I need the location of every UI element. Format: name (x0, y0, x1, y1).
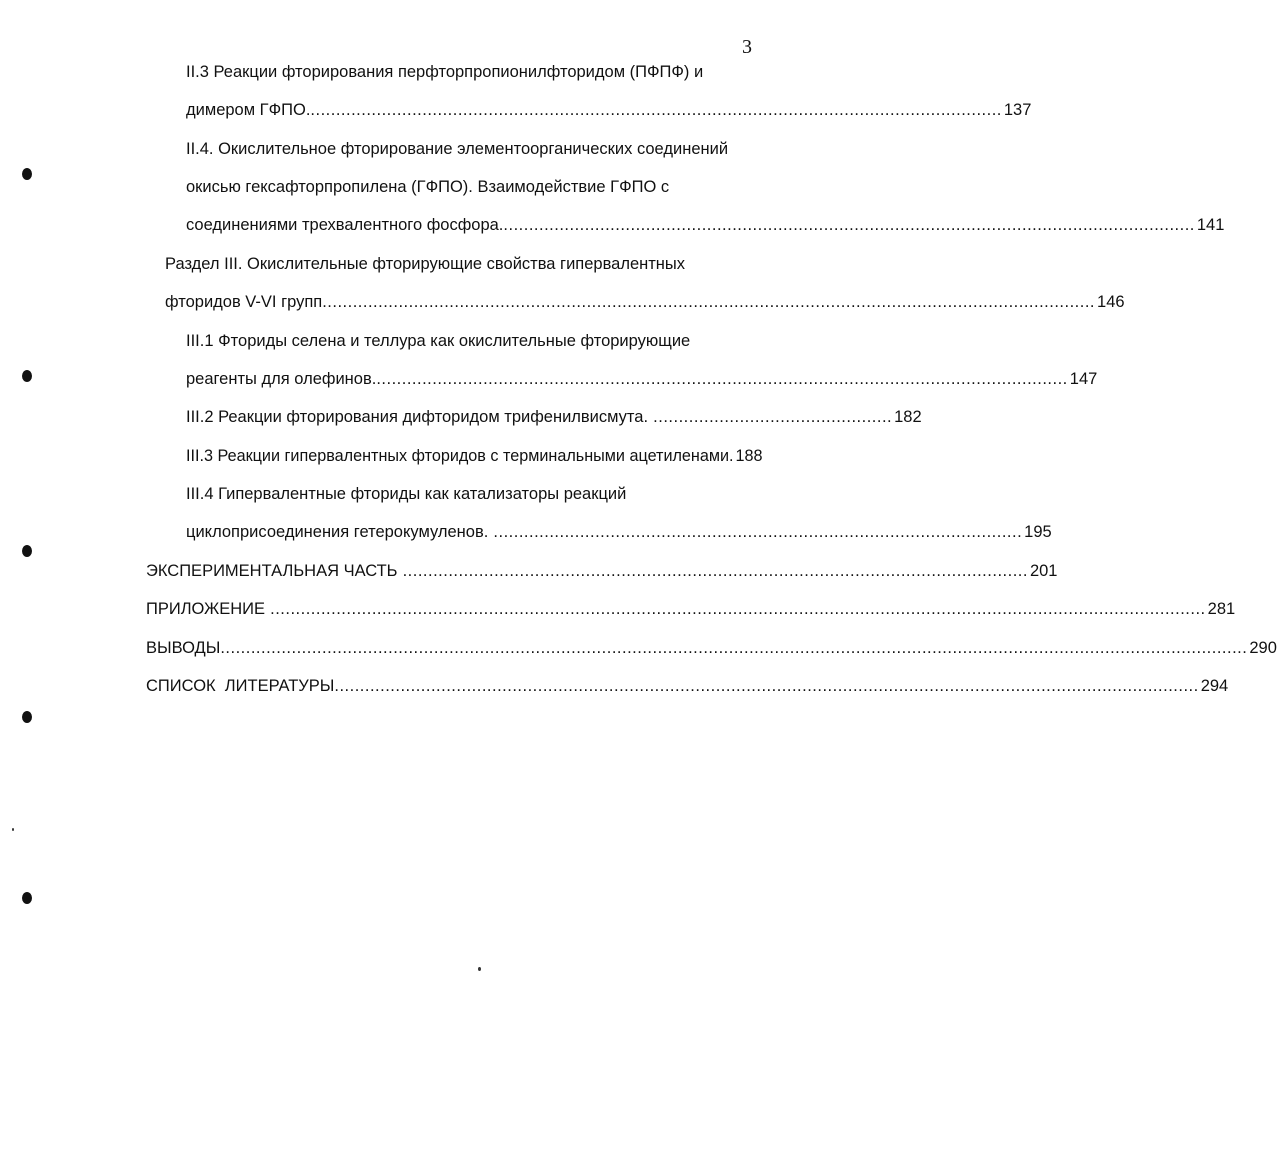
leader-dots: ........................................................................................................................................................ (322, 293, 1096, 311)
toc-page-number: 141 (1196, 216, 1225, 234)
toc-references: СПИСОК ЛИТЕРАТУРЫ .......................................................................................................................................................................... 294 (146, 674, 756, 698)
toc-page-number: 188 (735, 447, 763, 465)
scan-speck (478, 967, 481, 971)
toc-entry-3-4-line-2: циклоприсоединения гетерокумуленов. ........................................................................................................ 195 (186, 520, 756, 544)
leader-dots: ........................................................................................................................................ (376, 370, 1068, 388)
toc-page-number: 147 (1069, 370, 1098, 388)
toc-entry-2-3-line-2: димером ГФПО. ........................................................................................................................................ 137 (186, 98, 756, 122)
toc-entry-3-3: III.3 Реакции гипервалентных фторидов с терминальными ацетиленами. 188 (186, 444, 781, 468)
leader-dots: ........................................................................................................................................ (310, 101, 1002, 119)
binder-hole (22, 711, 32, 723)
toc-entry-3-1-line-1: III.1 Фториды селена и теллура как окислительные фторирующие (186, 332, 691, 350)
toc-entry-2-4-line-2: окисью гексафторпропилена (ГФПО). Взаимодействие ГФПО с (186, 178, 670, 196)
leader-dots: ........................................................................................................................... (397, 562, 1028, 580)
toc-entry-3-4-line-1: III.4 Гипервалентные фториды как катализаторы реакций (186, 485, 627, 503)
leader-dots: ........................................................................................................................................................................................ (265, 600, 1206, 618)
toc-entry-2-4-line-1: II.4. Окислительное фторирование элементоорганических соединений (186, 140, 729, 158)
toc-page-number: 146 (1097, 293, 1125, 311)
binder-hole (22, 892, 32, 904)
toc-entry-3-2: III.2 Реакции фторирования дифторидом трифенилвисмута. ............................................... 182 (186, 405, 756, 429)
toc-experimental: ЭКСПЕРИМЕНТАЛЬНАЯ ЧАСТЬ ........................................................................................................................... 201 (146, 559, 756, 583)
binder-hole (22, 545, 32, 557)
toc-page-number: 182 (894, 408, 922, 426)
toc-entry-2-3-line-1: II.3 Реакции фторирования перфторпропионилфторидом (ПФПФ) и (186, 63, 704, 81)
toc-entry-3-1-line-2: реагенты для олефинов. ........................................................................................................................................ 147 (186, 367, 756, 391)
toc-part-3-line-2: фторидов V-VI групп ........................................................................................................................................................ 146 (165, 290, 756, 314)
toc-page-number: 201 (1029, 562, 1058, 580)
toc-conclusions: ВЫВОДЫ .......................................................................................................................................................................................................... 290 (146, 636, 756, 660)
toc-page-number: 195 (1024, 523, 1052, 541)
leader-dots: .......................................................................................................................................................................................................... (220, 639, 1248, 657)
leader-dots: ........................................................................................................................................ (503, 216, 1195, 234)
scan-speck (12, 828, 14, 831)
toc-page-number: 294 (1200, 677, 1229, 695)
toc-entry-2-4-line-3: соединениями трехвалентного фосфора. ........................................................................................................................................ 141 (186, 213, 756, 237)
page-number: 3 (742, 36, 752, 58)
toc-page-number: 290 (1249, 639, 1277, 657)
toc-page-number: 137 (1003, 101, 1032, 119)
binder-hole (22, 168, 32, 180)
leader-dots: ........................................................................................................ (488, 523, 1023, 541)
binder-hole (22, 370, 32, 382)
toc-appendix: ПРИЛОЖЕНИЕ ........................................................................................................................................................................................ 281 (146, 597, 756, 621)
leader-dots: .......................................................................................................................................................................... (334, 677, 1199, 695)
toc-part-3-line-1: Раздел III. Окислительные фторирующие свойства гипервалентных (165, 255, 686, 273)
toc-page-number: 281 (1207, 600, 1236, 618)
leader-dots: ............................................... (648, 408, 893, 426)
